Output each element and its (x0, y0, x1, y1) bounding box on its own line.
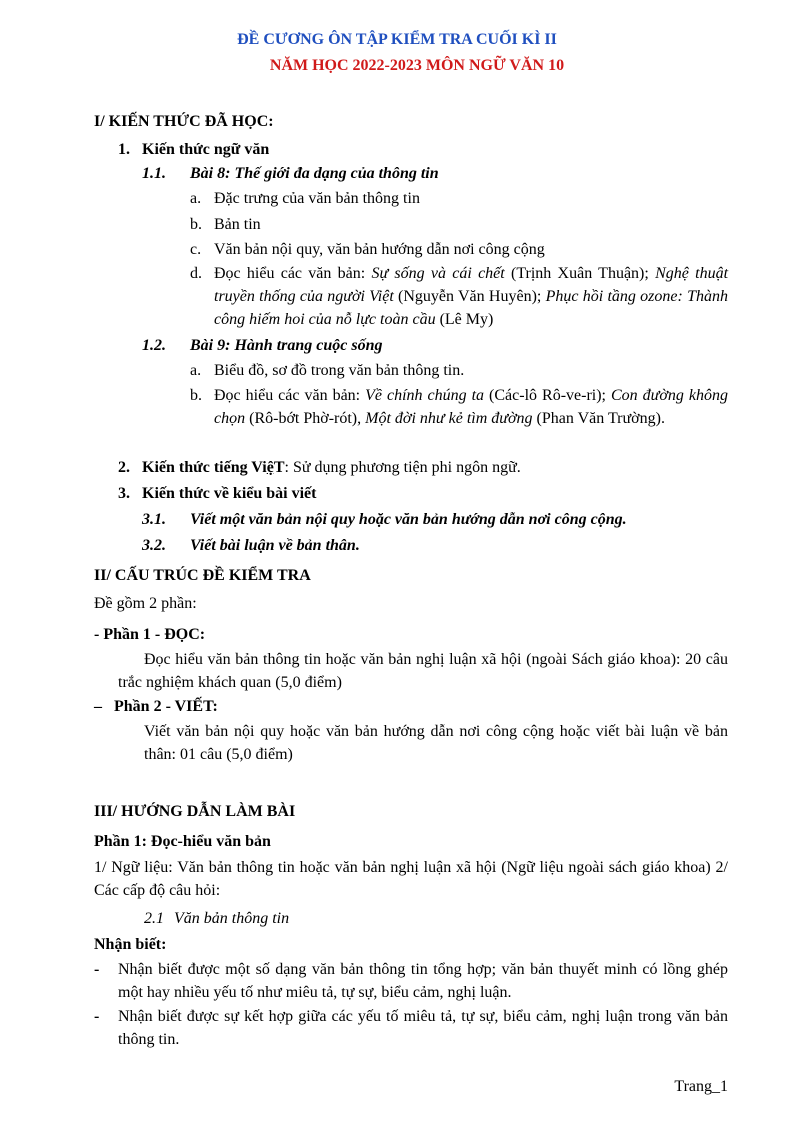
list-item-text: Bản tin (214, 216, 261, 233)
subsection-2-1-title: Văn bản thông tin (174, 910, 290, 927)
subitem-3-1-text: Viết một văn bản nội quy hoặc văn bản hướng dẫn nơi công cộng. (190, 511, 627, 528)
bullet-dash: - (94, 961, 100, 978)
subitem-3-2-number: 3.2. (142, 537, 166, 554)
section-2-intro: Đề gồm 2 phần: (94, 595, 197, 612)
list-item-b-text: Đọc hiểu các văn bản: Về chính chúng ta (Các-lô Rô-ve-ri); Con đường không chọn (Rô-bớt Phờ-rót), Một đời như kẻ tìm đường (Phan Văn Trường). (214, 387, 729, 427)
section-2-heading: II/ CẤU TRÚC ĐỀ KIỂM TRA (94, 567, 311, 584)
item-1-number: 1. (118, 141, 130, 158)
list-item-text: Đặc trưng của văn bản thông tin (214, 190, 420, 207)
subitem-3-2-text: Viết bài luận về bản thân. (190, 537, 360, 554)
bullet-text (104, 1005, 728, 1051)
bullet-text-content: Nhận biết được sự kết hợp giữa các yếu tố miêu tả, tự sự, biểu cảm, nghị luận trong văn bản thông tin. (118, 1008, 728, 1048)
section-3-heading: III/ HƯỚNG DẪN LÀM BÀI (94, 803, 296, 820)
subitem-1-2-number: 1.2. (142, 337, 166, 354)
list-letter: a. (190, 190, 202, 207)
page-number: Trang_1 (674, 1078, 728, 1095)
section-3-part-1-title: Phần 1: Đọc-hiểu văn bản (94, 833, 271, 850)
list-item-text: Văn bản nội quy, văn bản hướng dẫn nơi công cộng (214, 241, 545, 258)
item-3-label: Kiến thức về kiểu bài viết (142, 485, 317, 502)
item-2-number: 2. (118, 459, 130, 476)
header-title: ĐỀ CƯƠNG ÔN TẬP KIỂM TRA CUỐI KÌ II (237, 31, 557, 48)
bullet-text-content: Nhận biết được một số dạng văn bản thông tin tổng hợp; văn bản thuyết minh có lồng ghép một hay nhiều yếu tố như miêu tả, tự sự, biểu cảm, nghị luận. (118, 961, 728, 1001)
part-1-description: Đọc hiểu văn bản thông tin hoặc văn bản nghị luận xã hội (ngoài Sách giáo khoa): 20 câu trắc nghiệm khách quan (5,0 điểm) (118, 651, 728, 691)
section-3-paragraph: 1/ Ngữ liệu: Văn bản thông tin hoặc văn bản nghị luận xã hội (Ngữ liệu ngoài sách giáo khoa) 2/ Các cấp độ câu hỏi: (94, 859, 728, 899)
list-letter: a. (190, 362, 202, 379)
subitem-3-1-number: 3.1. (142, 511, 166, 528)
list-letter: b. (190, 216, 202, 233)
subitem-1-1-label: Bài 8: Thế giới đa dạng của thông tin (190, 165, 439, 182)
part-2-description: Viết văn bản nội quy hoặc văn bản hướng dẫn nơi công cộng hoặc viết bài luận về bản thân: 01 câu (5,0 điểm) (144, 723, 728, 763)
item-1-label: Kiến thức ngữ văn (142, 141, 270, 158)
part-1-label: - Phần 1 - ĐỌC: (94, 626, 206, 643)
list-letter: d. (190, 265, 202, 282)
list-letter: c. (190, 241, 202, 258)
subitem-1-2-label: Bài 9: Hành trang cuộc sống (190, 337, 383, 354)
part-2-dash: – (94, 698, 102, 715)
part-2-label: Phần 2 - VIẾT: (114, 698, 218, 715)
section-1-heading: I/ KIẾN THỨC ĐÃ HỌC: (94, 113, 274, 130)
header-subtitle: NĂM HỌC 2022-2023 MÔN NGỮ VĂN 10 (269, 57, 565, 74)
item-3-number: 3. (118, 485, 130, 502)
list-item-d-text: Đọc hiểu các văn bản: Sự sống và cái chết (Trịnh Xuân Thuận); Nghệ thuật truyền thống của người Việt (Nguyễn Văn Huyên); Phục hồi tầng ozone: Thành công hiếm hoi của nỗ lực toàn cầu (Lê My) (214, 265, 729, 328)
list-letter: b. (190, 387, 202, 404)
list-item-text: Biểu đồ, sơ đồ trong văn bản thông tin. (214, 362, 465, 379)
bullet-dash: - (94, 1008, 100, 1025)
subsection-2-1-number: 2.1 (144, 910, 164, 927)
item-2-text: Kiến thức tiếng ViệT: Sử dụng phương tiện phi ngôn ngữ. (142, 459, 521, 476)
subitem-1-1-number: 1.1. (142, 165, 166, 182)
bullet-text (104, 958, 728, 1004)
nhan-biet-heading: Nhận biết: (94, 936, 167, 953)
